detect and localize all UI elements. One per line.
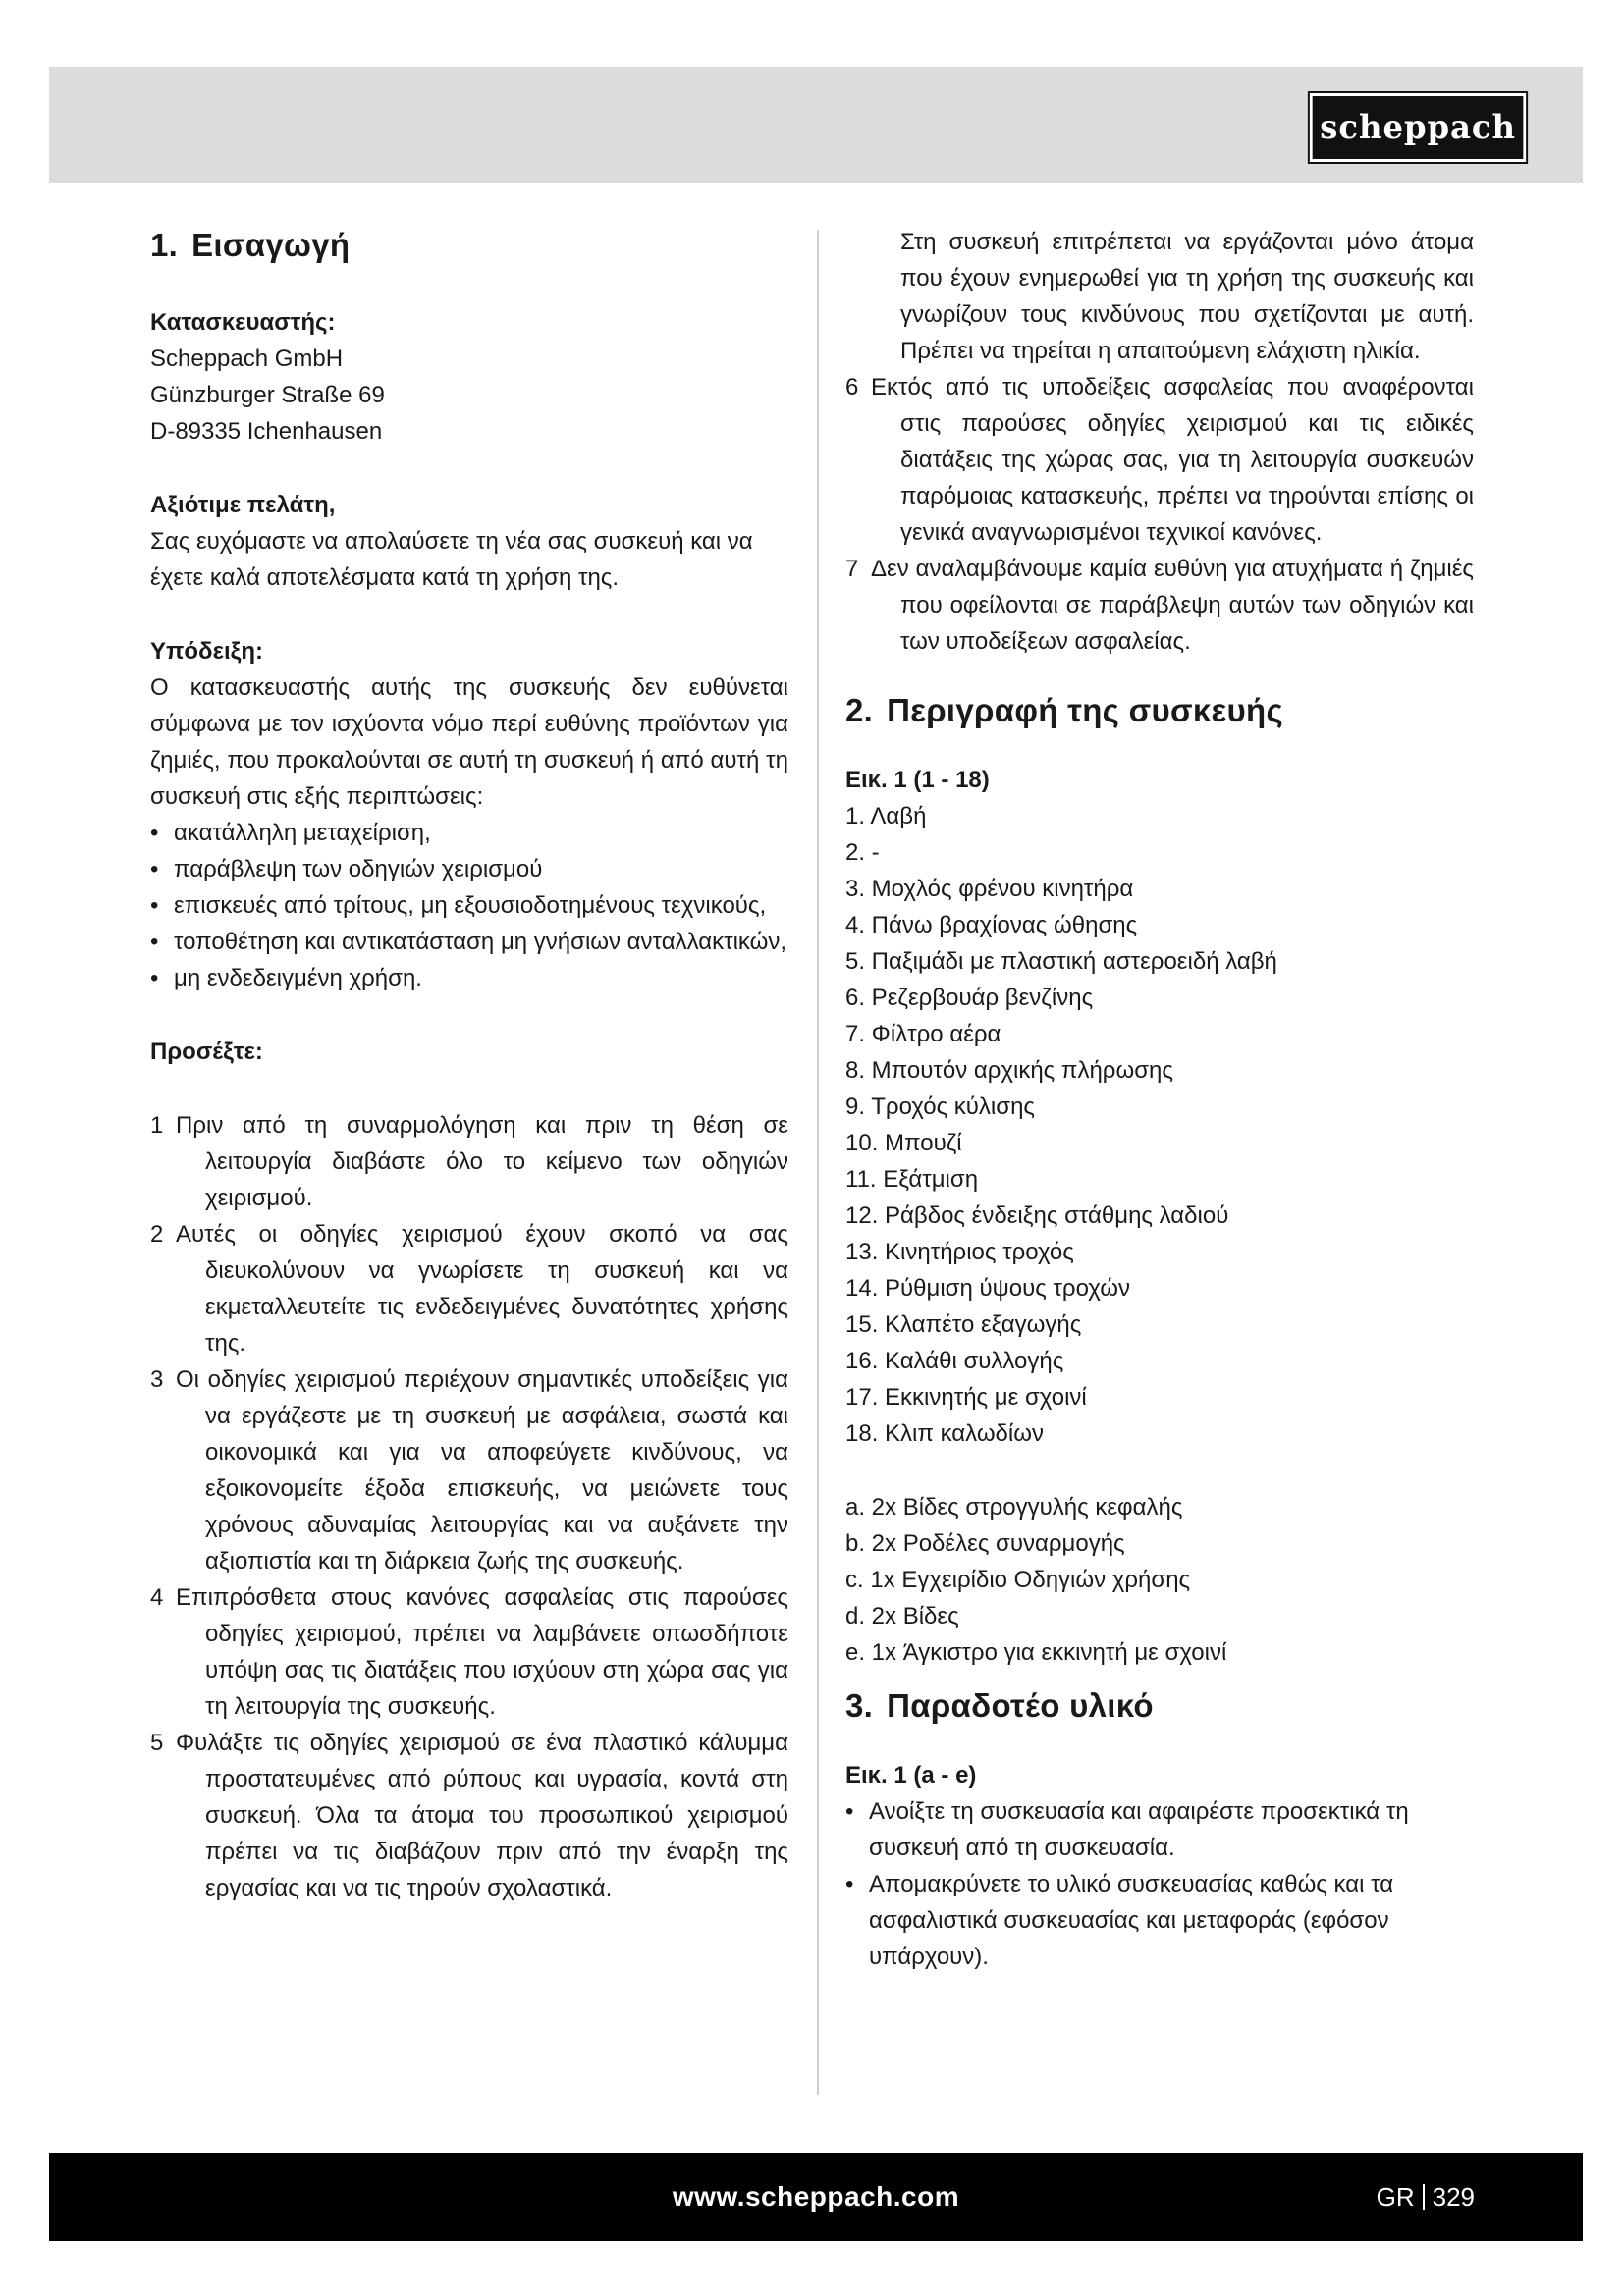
- header-band: [49, 67, 1583, 183]
- list-item: c. 1x Εγχειρίδιο Οδηγιών χρήσης: [845, 1567, 1191, 1593]
- list-item: 18. Κλιπ καλωδίων: [845, 1420, 1044, 1447]
- note-label: Υπόδειξη:: [150, 638, 263, 665]
- list-item: 4 Επιπρόσθετα στους κανόνες ασφαλείας στις παρούσες οδηγίες χειρισμού, πρέπει να λαμβάνετε οπωσδήποτε υπόψη σας τις διατάξεις που ισχύουν στη χώρα σας για τη λειτουργία της συσκευής.: [150, 1584, 788, 1720]
- list-item: 5. Παξιμάδι με πλαστική αστεροειδή λαβή: [845, 948, 1277, 975]
- list-item: 7 Δεν αναλαμβάνουμε καμία ευθύνη για ατυχήματα ή ζημιές που οφείλονται σε παράβλεψη αυτών των οδηγιών και των υποδείξεων ασφαλείας.: [845, 556, 1474, 655]
- scheppach-logo: scheppach: [1310, 93, 1527, 162]
- list-item: 14. Ρύθμιση ύψους τροχών: [845, 1275, 1130, 1302]
- list-item: 12. Ράβδος ένδειξης στάθμης λαδιού: [845, 1202, 1229, 1229]
- list-item: 8. Μπουτόν αρχικής πλήρωσης: [845, 1057, 1173, 1084]
- list-item: d. 2x Βίδες: [845, 1603, 959, 1629]
- list-item: • Απομακρύνετε το υλικό συσκευασίας καθώς και τα ασφαλιστικά συσκευασίας και μεταφοράς (εφόσον υπάρχουν).: [845, 1871, 1394, 1970]
- separator: [1423, 2184, 1425, 2210]
- column-divider: [817, 230, 819, 2095]
- list-item: 4. Πάνω βραχίονας ώθησης: [845, 912, 1138, 938]
- language-code: GR: [1376, 2182, 1415, 2212]
- section2-heading: 2. Περιγραφή της συσκευής: [845, 692, 1283, 728]
- page-indicator: [1377, 2153, 1475, 2241]
- list-item: 16. Καλάθι συλλογής: [845, 1348, 1064, 1374]
- list-item: 3. Μοχλός φρένου κινητήρα: [845, 876, 1134, 902]
- attention-list-continued: [845, 369, 1474, 660]
- list-item: 10. Μπουζί: [845, 1130, 962, 1156]
- list-item: • μη ενδεδειγμένη χρήση.: [150, 965, 422, 991]
- right-column: [845, 224, 1474, 1975]
- section3-heading: 3. Παραδοτέο υλικό: [845, 1687, 1154, 1724]
- list-item: 17. Εκκινητής με σχοινί: [845, 1384, 1087, 1411]
- attention-list: [150, 1107, 788, 1906]
- list-item: 5 Φυλάξτε τις οδηγίες χειρισμού σε ένα πλαστικό κάλυμμα προστατευμένες από ρύπους και υγρασία, κοντά στη συσκευή. Όλα τα άτομα του προσωπικού χειρισμού πρέπει να τις διαβάζουν πριν από την έναρξη της εργασίας και να τις τηρούν σχολαστικά.: [150, 1730, 788, 1901]
- list-item: 6 Εκτός από τις υποδείξεις ασφαλείας που αναφέρονται στις παρούσες οδηγίες χειρισμού και τις ειδικές διατάξεις της χώρας σας, για τη λειτουργία συσκευών παρόμοιας κατασκευής, πρέπει να τηρούνται επίσης οι γενικά αναγνωρισμένοι τεχνικοί κανόνες.: [845, 374, 1474, 546]
- fig-label: Εικ. 1 (a - e): [845, 1762, 977, 1789]
- manufacturer-line: Günzburger Straße 69: [150, 382, 385, 408]
- list-item: 9. Τροχός κύλισης: [845, 1094, 1035, 1120]
- manufacturer-label: Κατασκευαστής:: [150, 309, 336, 336]
- list-item: • Ανοίξτε τη συσκευασία και αφαιρέστε προσεκτικά τη συσκευή από τη συσκευασία.: [845, 1798, 1409, 1861]
- list-item: • τοποθέτηση και αντικατάσταση μη γνήσιων ανταλλακτικών,: [150, 929, 787, 955]
- list-item: 6. Ρεζερβουάρ βενζίνης: [845, 985, 1094, 1011]
- footer-bar: [49, 2153, 1583, 2241]
- list-item: a. 2x Βίδες στρογγυλής κεφαλής: [845, 1494, 1183, 1521]
- list-item: 7. Φίλτρο αέρα: [845, 1021, 1001, 1047]
- list-item: • επισκευές από τρίτους, μη εξουσιοδοτημένους τεχνικούς,: [150, 892, 767, 919]
- list-item: b. 2x Ροδέλες συναρμογής: [845, 1530, 1125, 1557]
- list-item: 15. Κλαπέτο εξαγωγής: [845, 1311, 1082, 1338]
- list-item: • παράβλεψη των οδηγιών χειρισμού: [150, 856, 543, 882]
- list-item: 2. -: [845, 839, 880, 866]
- page-number: 329: [1432, 2182, 1475, 2212]
- list-item: e. 1x Άγκιστρο για εκκινητή με σχοινί: [845, 1639, 1227, 1666]
- list-item: 1. Λαβή: [845, 803, 927, 829]
- attention-label: Προσέξτε:: [150, 1039, 263, 1065]
- website-link[interactable]: www.scheppach.com: [672, 2181, 960, 2212]
- list-item: • ακατάλληλη μεταχείριση,: [150, 820, 431, 846]
- list-item: 2 Αυτές οι οδηγίες χειρισμού έχουν σκοπό να σας διευκολύνουν να γνωρίσετε τη συσκευή και να εκμεταλλευτείτε τις ενδεδειγμένες δυνατότητες χρήσης της.: [150, 1221, 788, 1357]
- left-column: [150, 224, 788, 1906]
- dear-customer-label: Αξιότιμε πελάτη,: [150, 492, 336, 518]
- item5-continued: Στη συσκευή επιτρέπεται να εργάζονται μόνο άτομα που έχουν ενημερωθεί για τη χρήση της συσκευής και γνωρίζουν τους κινδύνους που σχετίζονται με αυτή. Πρέπει να τηρείται η απαιτούμενη ελάχιστη ηλικία.: [900, 229, 1474, 364]
- list-item: 13. Κινητήριος τροχός: [845, 1239, 1074, 1265]
- delivery-bullet-list: [845, 1793, 1474, 1975]
- note-bullet-list: [150, 815, 788, 996]
- manufacturer-line: Scheppach GmbH: [150, 346, 344, 372]
- fig-label: Εικ. 1 (1 - 18): [845, 767, 990, 793]
- list-item: 11. Εξάτμιση: [845, 1166, 979, 1193]
- manufacturer-line: D-89335 Ichenhausen: [150, 418, 383, 445]
- parts-list: [845, 798, 1474, 1452]
- list-item: 1 Πριν από τη συναρμολόγηση και πριν τη θέση σε λειτουργία διαβάστε όλο το κείμενο των οδηγιών χειρισμού.: [150, 1112, 788, 1211]
- list-item: 3 Οι οδηγίες χειρισμού περιέχουν σημαντικές υποδείξεις για να εργάζεστε με τη συσκευή με ασφάλεια, σωστά και οικονομικά και για να αποφεύγετε κινδύνους, να εξοικονομείτε έξοδα επισκευής, να μειώνετε τους χρόνους αδυναμίας λειτουργίας και να αυξάνετε την αξιοπιστία και τη διάρκεια ζωής της συσκευής.: [150, 1366, 788, 1575]
- accessories-list: [845, 1489, 1474, 1671]
- note-text: Ο κατασκευαστής αυτής της συσκευής δεν ευθύνεται σύμφωνα με τον ισχύοντα νόμο περί ευθύνης προϊόντων για ζημιές, που προκαλούνται σε αυτή τη συσκευή ή από αυτή τη συσκευή στις εξής περιπτώσεις:: [150, 674, 788, 810]
- section1-heading: 1. Εισαγωγή: [150, 227, 351, 263]
- dear-customer-text: Σας ευχόμαστε να απολαύσετε τη νέα σας συσκευή και να έχετε καλά αποτελέσματα κατά τη χρήση της.: [150, 528, 753, 591]
